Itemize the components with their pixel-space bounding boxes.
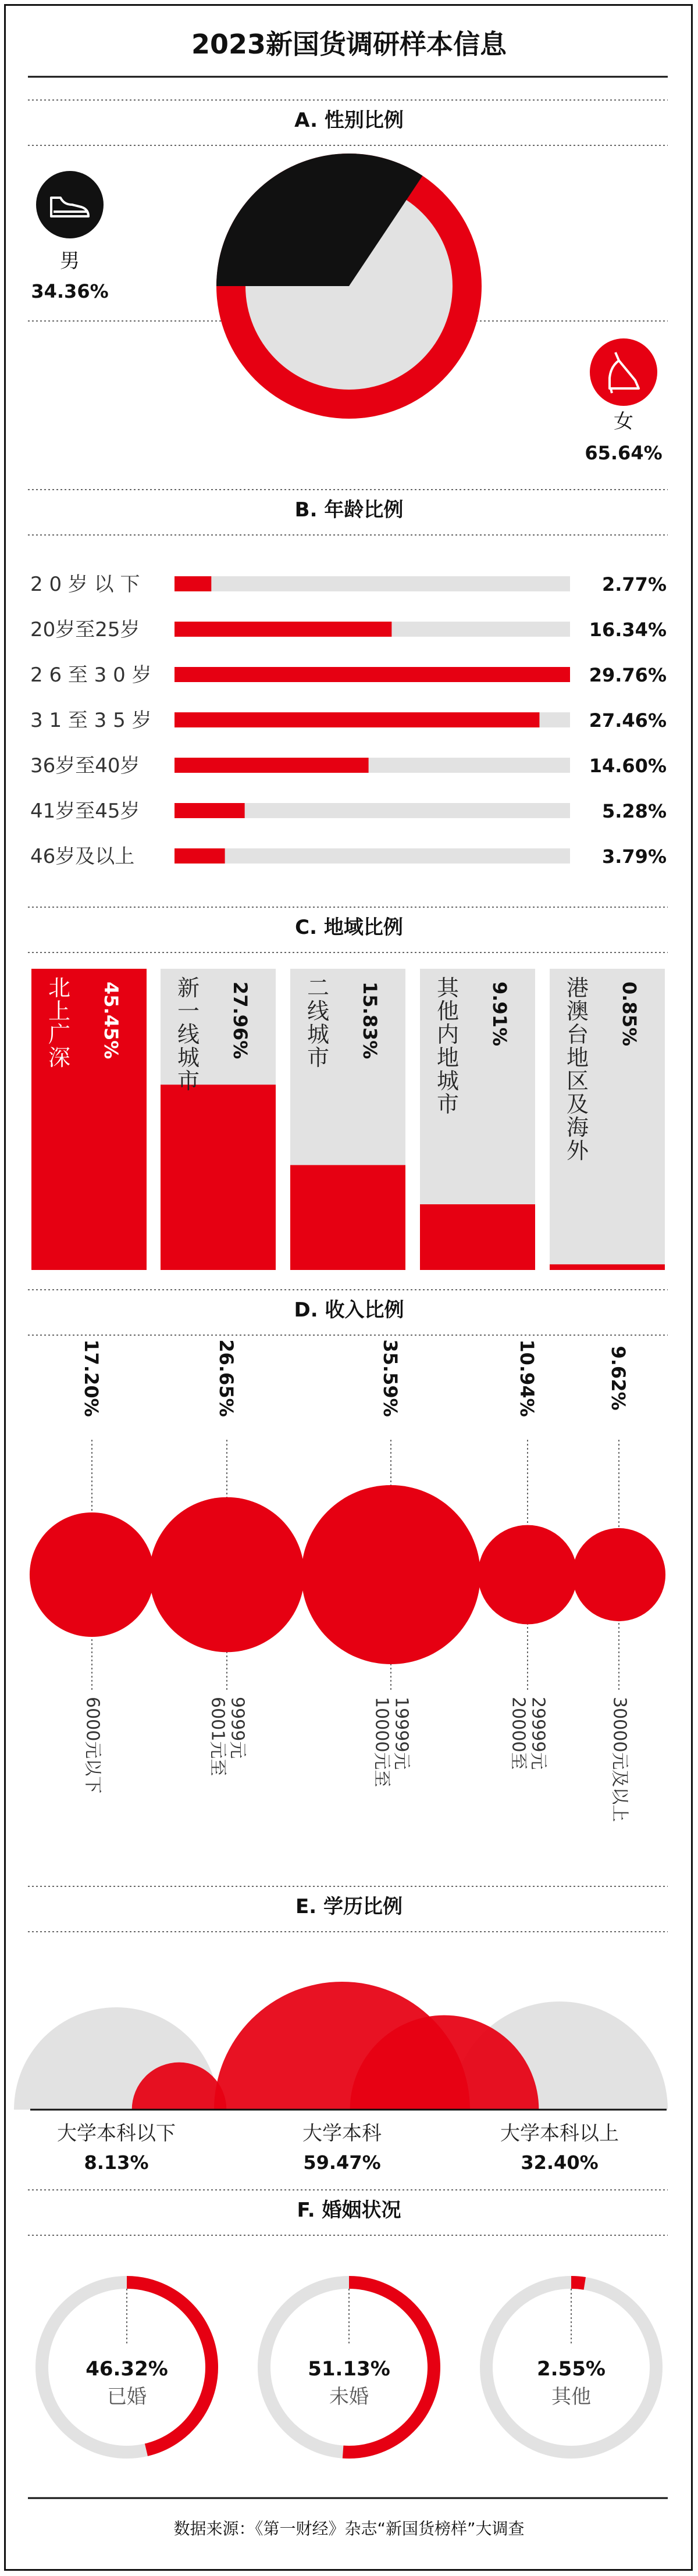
marriage-percent-label: 2.55% (537, 2357, 606, 2381)
age-bar (174, 667, 570, 682)
section-b-title: B. 年龄比例 (294, 498, 404, 522)
education-label: 大学本科以上 (500, 2122, 619, 2145)
marriage-donut-arc (571, 2282, 585, 2284)
income-percent-label: 17.20% (80, 1339, 102, 1417)
income-bubble (149, 1497, 305, 1653)
income-bracket-label: 20000至 (508, 1697, 529, 1770)
region-label: 其他内地城市 (436, 975, 460, 1117)
age-group-label: 36岁至40岁 (30, 754, 140, 777)
income-bracket-label: 30000元及以上 (609, 1697, 630, 1822)
income-bracket-label: 19999元 (391, 1697, 412, 1770)
region-label: 北上广深 (48, 975, 71, 1071)
region-bar (550, 1264, 665, 1270)
region-bar (161, 1084, 276, 1270)
education-label: 大学本科以下 (57, 2122, 176, 2145)
female-icon-badge (590, 338, 657, 406)
marriage-status-label: 已婚 (107, 2385, 147, 2409)
age-bar (174, 712, 539, 727)
age-bar (174, 848, 225, 864)
female-label: 女 (614, 410, 633, 433)
education-label: 大学本科 (302, 2122, 382, 2145)
income-bubble (572, 1528, 665, 1621)
income-bracket-label: 29999元 (528, 1697, 549, 1770)
region-label: 新一线城市 (177, 975, 200, 1094)
region-percent-label: 15.83% (359, 982, 381, 1059)
age-bar (174, 622, 391, 637)
marriage-percent-label: 51.13% (308, 2357, 390, 2381)
income-percent-label: 10.94% (516, 1339, 538, 1417)
age-group-label: 41岁至45岁 (30, 800, 140, 823)
region-percent-label: 27.96% (229, 982, 251, 1059)
age-percent-label: 14.60% (589, 755, 667, 777)
age-bar (174, 803, 245, 818)
region-percent-label: 0.85% (618, 982, 640, 1047)
education-percent-label: 8.13% (84, 2152, 149, 2174)
gender-donut-chart (216, 154, 482, 419)
income-bubble (30, 1512, 154, 1637)
age-group-label: 46岁及以上 (30, 845, 135, 868)
income-percent-label: 9.62% (607, 1346, 629, 1411)
source-note: 数据来源：《第一财经》杂志“新国货榜样”大调查 (173, 2519, 525, 2538)
age-bar-track (174, 848, 570, 864)
age-group-label: 2 6 至 3 0 岁 (30, 663, 152, 687)
section-f-title: F. 婚姻状况 (297, 2199, 401, 2222)
region-label: 二线城市 (307, 975, 330, 1071)
section-e-title: E. 学历比例 (295, 1895, 403, 1918)
income-percent-label: 35.59% (379, 1339, 401, 1417)
age-bar-track (174, 576, 570, 591)
age-percent-label: 5.28% (601, 800, 667, 822)
region-bar (290, 1165, 405, 1270)
age-percent-label: 2.77% (601, 573, 667, 595)
marriage-percent-label: 46.32% (86, 2357, 168, 2381)
male-percent: 34.36% (31, 280, 109, 302)
page-title: 2023新国货调研样本信息 (191, 28, 507, 60)
age-percent-label: 29.76% (589, 664, 667, 686)
income-percent-label: 26.65% (215, 1339, 237, 1417)
region-label: 港澳台地区及海外 (566, 975, 589, 1164)
male-label: 男 (60, 249, 80, 273)
age-percent-label: 3.79% (601, 845, 667, 868)
income-bracket-label: 10000元至 (371, 1697, 392, 1787)
age-bar (174, 576, 211, 591)
section-c-title: C. 地域比例 (295, 916, 403, 939)
region-percent-label: 9.91% (489, 982, 511, 1047)
age-group-label: 20岁至25岁 (30, 618, 140, 641)
marriage-donut-charts (42, 2282, 656, 2452)
age-group-label: 2 0 岁 以 下 (30, 573, 140, 596)
income-bracket-label: 6000元以下 (82, 1697, 103, 1794)
section-d-title: D. 收入比例 (294, 1298, 404, 1322)
age-percent-label: 16.34% (589, 619, 667, 641)
region-bar (420, 1204, 535, 1270)
age-percent-label: 27.46% (589, 709, 667, 732)
female-percent: 65.64% (585, 442, 663, 464)
income-bracket-label: 9999元 (227, 1697, 248, 1759)
age-bar-chart (30, 573, 667, 868)
section-a-title: A. 性别比例 (294, 109, 404, 132)
age-group-label: 3 1 至 3 5 岁 (30, 709, 152, 732)
marriage-status-label: 其他 (551, 2385, 591, 2409)
age-bar (174, 758, 369, 773)
region-bar-chart (31, 969, 665, 1270)
marriage-status-label: 未婚 (329, 2385, 369, 2409)
income-bracket-label: 6001元至 (207, 1697, 228, 1776)
education-percent-label: 32.40% (521, 2152, 599, 2174)
income-bubble (301, 1485, 480, 1664)
education-percent-label: 59.47% (303, 2152, 381, 2174)
income-bubble-chart (30, 1339, 665, 1822)
region-percent-label: 45.45% (100, 982, 122, 1059)
income-bubble (478, 1525, 578, 1625)
